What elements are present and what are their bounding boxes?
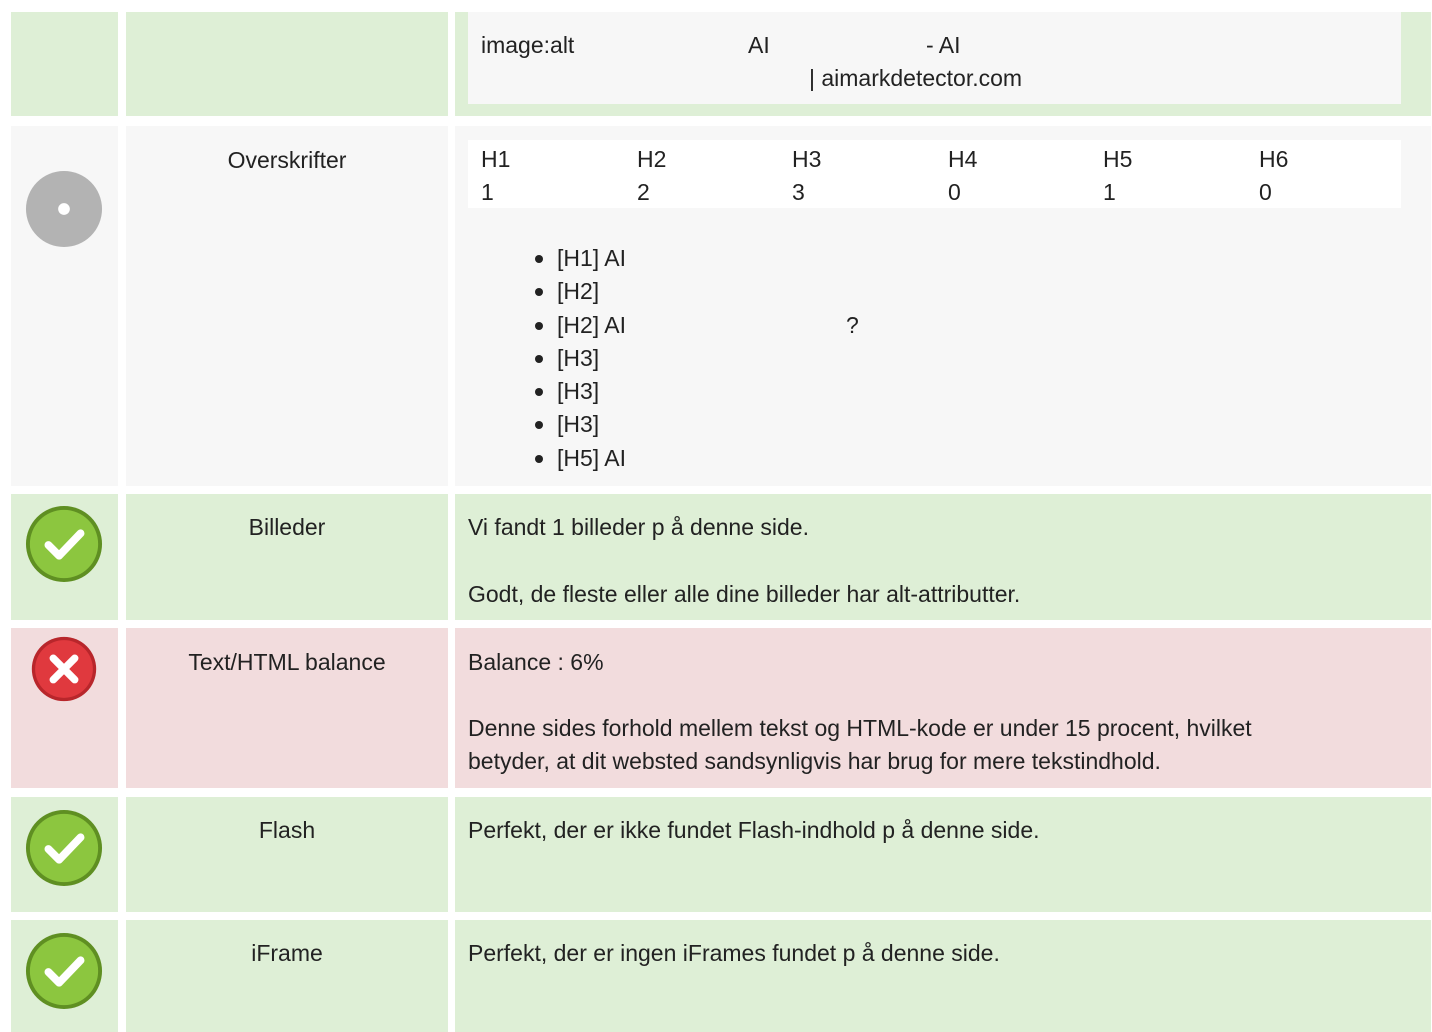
list-item: [H5] AI: [535, 442, 626, 475]
images-found-text: Vi fandt 1 billeder p å denne side.: [468, 514, 809, 540]
images-alt-text: Godt, de fleste eller alle dine billeder har alt-attributter.: [468, 581, 1021, 607]
row-text-html-balance: [0, 628, 1432, 788]
status-cell: [11, 126, 118, 486]
label-cell: [126, 494, 448, 620]
row-headings: [0, 126, 1432, 486]
list-item: [H3]: [535, 342, 626, 375]
check-icon: [25, 932, 103, 1010]
alt-value-3: | aimarkdetector.com: [809, 65, 1023, 91]
heading-tag-h2: H2: [637, 146, 667, 172]
balance-note-2: betyder, at dit websted sandsynligvis har brug for mere tekstindhold.: [468, 748, 1161, 774]
status-cell: [11, 494, 118, 620]
images-label: Billeder: [248, 514, 326, 540]
status-cell: [11, 12, 118, 116]
heading-count-h1: 1: [481, 179, 494, 205]
heading-tag-h6: H6: [1259, 146, 1289, 172]
heading-count-h3: 3: [792, 179, 805, 205]
value-cell: [455, 628, 1431, 788]
row-iframe: [0, 920, 1432, 1032]
alt-table: [468, 12, 1401, 104]
label-cell: [126, 126, 448, 486]
headings-label: Overskrifter: [227, 147, 347, 173]
heading-tag-h3: H3: [792, 146, 822, 172]
cross-icon: [31, 636, 97, 702]
headings-table: [468, 140, 1401, 208]
check-icon: [25, 505, 103, 583]
balance-label: Text/HTML balance: [188, 649, 386, 675]
iframe-text: Perfekt, der er ingen iFrames fundet p å denne side.: [468, 940, 1000, 966]
check-icon: [25, 809, 103, 887]
heading-tag-h1: H1: [481, 146, 511, 172]
label-cell: [126, 797, 448, 912]
flash-label: Flash: [258, 817, 316, 843]
list-item-text: [H2] AI: [557, 311, 627, 338]
heading-tag-h4: H4: [948, 146, 978, 172]
balance-note-1: Denne sides forhold mellem tekst og HTML-kode er under 15 procent, hvilket: [468, 715, 1252, 741]
label-cell: [126, 628, 448, 788]
heading-count-h4: 0: [948, 179, 961, 205]
flash-text: Perfekt, der er ikke fundet Flash-indhold p å denne side.: [468, 817, 1040, 843]
list-item: [H3]: [535, 375, 626, 408]
value-cell: [455, 797, 1431, 912]
list-item: [535, 309, 859, 342]
value-cell: [455, 12, 1431, 116]
heading-tag-h5: H5: [1103, 146, 1133, 172]
alt-value-1: AI: [748, 32, 770, 58]
list-item: [H3]: [535, 408, 626, 441]
heading-count-h2: 2: [637, 179, 650, 205]
row-images: [0, 494, 1432, 620]
status-cell: [11, 797, 118, 912]
headings-list: [535, 242, 859, 475]
value-cell: [455, 920, 1431, 1032]
balance-value: Balance : 6%: [468, 649, 604, 675]
value-cell: [455, 494, 1431, 620]
list-item-question: ?: [846, 311, 859, 338]
alt-value-2: - AI: [926, 32, 961, 58]
neutral-circle-icon: [25, 170, 103, 248]
row-flash: [0, 797, 1432, 912]
list-item: [H1] AI: [535, 242, 626, 275]
status-cell: [11, 920, 118, 1032]
heading-count-h5: 1: [1103, 179, 1116, 205]
list-item: [H2]: [535, 275, 626, 308]
value-cell: [455, 126, 1431, 486]
label-cell: [126, 12, 448, 116]
status-cell: [11, 628, 118, 788]
heading-count-h6: 0: [1259, 179, 1272, 205]
row-image-alt: [0, 12, 1432, 116]
alt-label: image:alt: [481, 32, 575, 58]
iframe-label: iFrame: [251, 940, 323, 966]
label-cell: [126, 920, 448, 1032]
